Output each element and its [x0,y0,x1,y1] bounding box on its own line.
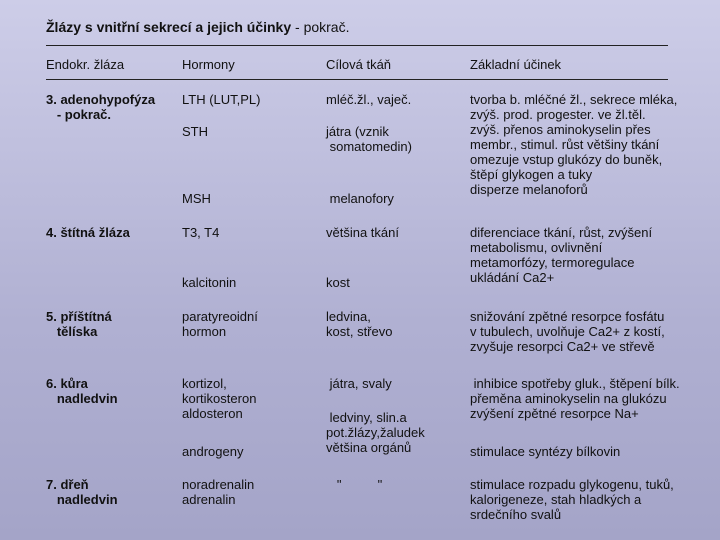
header-effect: Základní účinek [470,57,562,72]
gland-kura-nadledvin: 6. kůra nadledvin [46,376,118,406]
hormone-t3-t4: T3, T4 [182,225,220,240]
effect-kura-nadledvin: inhibice spotřeby gluk., štěpení bílk. přeměna aminokyselin na glukózu zvýšení zpětné resorpce Na+ [470,376,680,421]
effect-dren-nadledvin: stimulace rozpadu glykogenu, tuků, kalorigeneze, stah hladkých a srdečního svalů [470,477,674,522]
target-noradrenalin: " " [326,477,383,492]
target-sth: játra (vznik somatomedin) [326,124,412,154]
gland-stitna-zlaza: 4. štítná žláza [46,225,130,240]
header-target: Cílová tkáň [326,57,392,72]
gland-dren-nadledvin: 7. dřeň nadledvin [46,477,118,507]
hormone-sth: STH [182,124,208,139]
target-lth: mléč.žl., vaječ. [326,92,412,107]
hormone-kalcitonin: kalcitonin [182,275,237,290]
gland-pristitna-teliska: 5. příštítná tělíska [46,309,112,339]
top-rule [46,45,668,46]
header-hormones: Hormony [182,57,235,72]
hormone-paratyreoidni: paratyreoidní hormon [182,309,258,339]
hormone-msh: MSH [182,191,211,206]
hormone-lth: LTH (LUT,PL) [182,92,261,107]
effect-pristitna-teliska: snižování zpětné resorpce fosfátu v tubulech, uvolňuje Ca2+ z kostí, zvyšuje resorpci Ca2+ ve střevě [470,309,665,354]
effect-adenohypofyza: tvorba b. mléčné žl., sekrece mléka, zvýš. prod. progester. ve žl.těl. zvýš. přenos aminokyselin přes membr., stimul. růst většiny tkání omezuje vstup glukózy do buněk, štěpí glykogen a tuky disperze melanoforů [470,92,678,197]
hormone-kortizol: kortizol, kortikosteron aldosteron [182,376,257,421]
target-paratyreoidni: ledvina, kost, střevo [326,309,393,339]
page-title-main: Žlázy s vnitřní sekrecí a jejich účinky [46,19,292,35]
header-rule [46,79,668,80]
target-kalcitonin: kost [326,275,350,290]
target-t3-t4: většina tkání [326,225,399,240]
hormone-noradrenalin: noradrenalin adrenalin [182,477,255,507]
target-aldosteron: ledviny, slin.a pot.žlázy,žaludek většina orgánů [326,410,425,455]
effect-androgeny: stimulace syntézy bílkovin [470,444,621,459]
page-title-suffix: - pokrač. [291,19,350,35]
target-kortizol: játra, svaly [326,376,392,391]
target-msh: melanofory [326,191,394,206]
hormone-androgeny: androgeny [182,444,244,459]
header-gland: Endokr. žláza [46,57,125,72]
page-title [46,19,349,35]
gland-adenohypofyza: 3. adenohypofýza - pokrač. [46,92,156,122]
effect-stitna-zlaza: diferenciace tkání, růst, zvýšení metabolismu, ovlivnění metamorfózy, termoregulace ukládání Ca2+ [470,225,653,285]
